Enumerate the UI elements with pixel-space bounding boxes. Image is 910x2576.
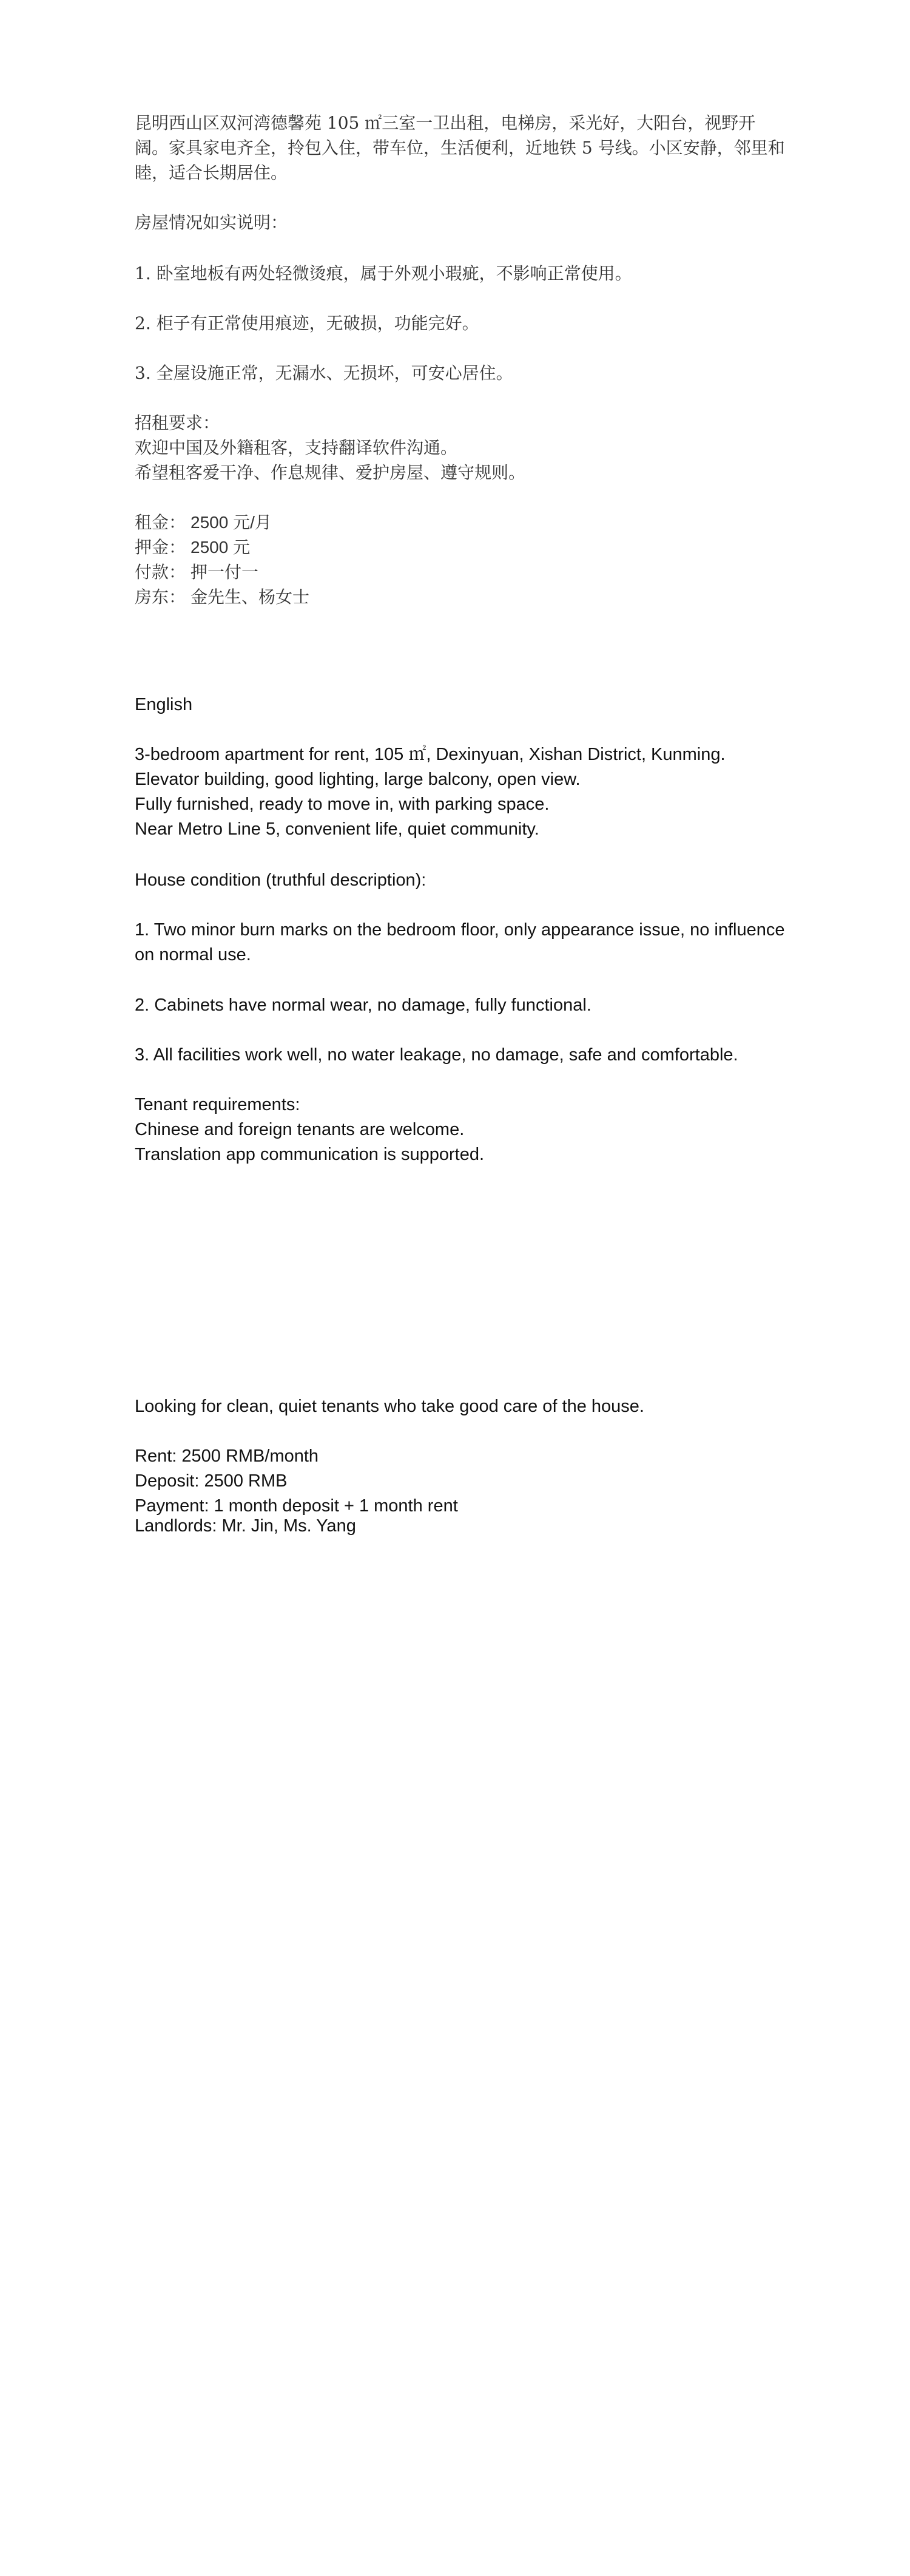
zh-term-deposit (135, 535, 778, 560)
zh-condition-2: 2. 柜子有正常使用痕迹，无破损，功能完好。 (135, 313, 479, 333)
en-looking-for: Looking for clean, quiet tenants who take good care of the house. (135, 1397, 644, 1416)
zh-intro-line-1: 昆明西山区双河湾德馨苑 105 ㎡三室一卫出租，电梯房，采光好，大阳台，视野开 (135, 113, 756, 133)
zh-condition-title: 房屋情况如实说明： (135, 212, 288, 232)
en-condition-1-line-2: on normal use. (135, 945, 251, 964)
en-payment: Payment: 1 month deposit + 1 month rent (135, 1496, 458, 1516)
zh-term-payment (135, 560, 778, 585)
en-condition-2: 2. Cabinets have normal wear, no damage, fully functional. (135, 995, 592, 1015)
zh-requirement-2: 希望租客爱干净、作息规律、爱护房屋、遵守规则。 (135, 463, 526, 483)
zh-term-deposit-value: 2500 元 (190, 538, 251, 557)
zh-term-deposit-label: 押金： (135, 537, 186, 557)
zh-intro-line-2: 阔。家具家电齐全，拎包入住，带车位，生活便利，近地铁 5 号线。小区安静，邻里和 (135, 138, 785, 158)
zh-condition-3: 3. 全屋设施正常，无漏水、无损坏，可安心居住。 (135, 363, 513, 383)
en-intro-line-1: 3-bedroom apartment for rent, 105 ㎡, Dexinyuan, Xishan District, Kunming. (135, 745, 726, 764)
en-rent: Rent: 2500 RMB/month (135, 1446, 319, 1466)
en-intro-line-4: Near Metro Line 5, convenient life, quiet community. (135, 819, 539, 839)
en-requirements-title: Tenant requirements: (135, 1095, 300, 1114)
en-condition-title: House condition (truthful description): (135, 870, 426, 890)
zh-term-rent (135, 510, 778, 535)
zh-term-rent-label: 租金： (135, 512, 186, 532)
zh-intro-line-3: 睦，适合长期居住。 (135, 163, 288, 183)
en-condition-3: 3. All facilities work well, no water leakage, no damage, safe and comfortable. (135, 1045, 738, 1065)
zh-condition-1: 1. 卧室地板有两处轻微烫痕，属于外观小瑕疵，不影响正常使用。 (135, 263, 632, 283)
en-requirement-1: Chinese and foreign tenants are welcome. (135, 1120, 465, 1139)
en-heading: English (135, 695, 193, 714)
en-intro-line-3: Fully furnished, ready to move in, with parking space. (135, 795, 550, 814)
en-requirement-2: Translation app communication is supported. (135, 1145, 485, 1164)
en-deposit: Deposit: 2500 RMB (135, 1471, 288, 1491)
zh-term-landlord-label: 房东： (135, 587, 186, 607)
zh-term-landlord (135, 585, 778, 609)
zh-requirement-1: 欢迎中国及外籍租客，支持翻译软件沟通。 (135, 438, 458, 458)
zh-term-payment-label: 付款： (135, 562, 186, 582)
en-condition-1-line-1: 1. Two minor burn marks on the bedroom floor, only appearance issue, no influence (135, 920, 785, 940)
zh-term-landlord-value: 金先生、杨女士 (190, 588, 310, 606)
zh-term-rent-value: 2500 元/月 (190, 513, 272, 532)
zh-term-payment-value: 押一付一 (190, 563, 259, 581)
en-landlords: Landlords: Mr. Jin, Ms. Yang (135, 1516, 356, 1536)
en-intro-line-2: Elevator building, good lighting, large balcony, open view. (135, 770, 581, 789)
zh-requirements-title: 招租要求： (135, 413, 220, 433)
